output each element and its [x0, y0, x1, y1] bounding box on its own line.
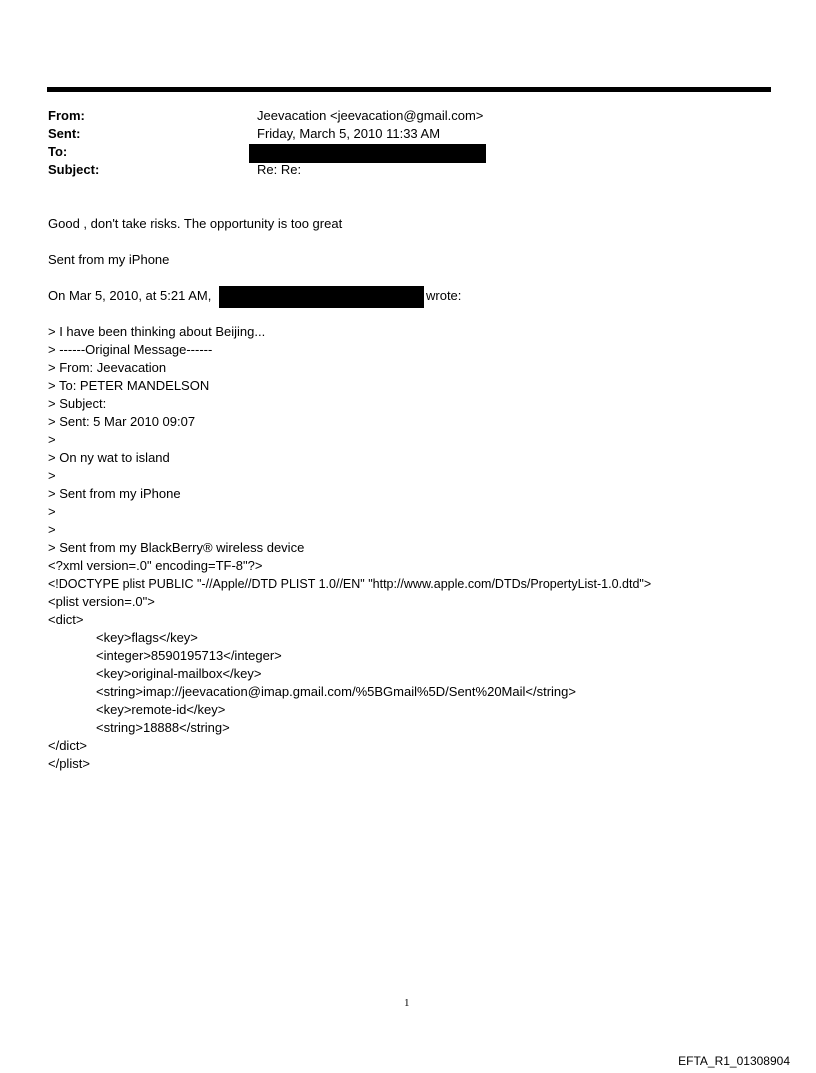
xml-line: <!DOCTYPE plist PUBLIC "-//Apple//DTD PLIST 1.0//EN" "http://www.apple.com/DTDs/PropertyList-1.0.dtd">	[48, 577, 652, 591]
from-label: From:	[48, 108, 85, 123]
quoted-line: > Sent from my iPhone	[48, 486, 181, 501]
quoted-line: > On ny wat to island	[48, 450, 170, 465]
sender-redaction	[219, 286, 424, 308]
xml-line: <integer>8590195713</integer>	[96, 648, 282, 663]
reply-intro-prefix: On Mar 5, 2010, at 5:21 AM,	[48, 288, 212, 303]
xml-line: <key>remote-id</key>	[96, 702, 226, 717]
header-rule	[47, 87, 771, 92]
quoted-line: >	[48, 432, 56, 447]
quoted-line: > I have been thinking about Beijing...	[48, 324, 266, 339]
xml-line: <dict>	[48, 612, 84, 627]
xml-line: <plist version=.0">	[48, 594, 155, 609]
subject-label: Subject:	[48, 162, 100, 177]
xml-line: <string>imap://jeevacation@imap.gmail.com/%5BGmail%5D/Sent%20Mail</string>	[96, 684, 576, 699]
sent-value: Friday, March 5, 2010 11:33 AM	[257, 126, 441, 141]
from-value: Jeevacation <jeevacation@gmail.com>	[257, 108, 484, 123]
page-number: 1	[404, 997, 410, 1009]
to-label: To:	[48, 144, 68, 159]
quoted-line: >	[48, 522, 56, 537]
xml-line: <key>flags</key>	[96, 630, 198, 645]
subject-value: Re: Re:	[257, 162, 302, 177]
quoted-line: > Sent from my BlackBerry® wireless device	[48, 540, 305, 555]
xml-line: <?xml version=.0" encoding=TF-8"?>	[48, 558, 263, 573]
quoted-line: >	[48, 504, 56, 519]
reply-intro-suffix: wrote:	[426, 288, 462, 303]
xml-line: <key>original-mailbox</key>	[96, 666, 262, 681]
xml-line: <string>18888</string>	[96, 720, 230, 735]
bates-number: EFTA_R1_01308904	[678, 1054, 790, 1068]
xml-line: </plist>	[48, 756, 90, 771]
quoted-line: >	[48, 468, 56, 483]
signature-text: Sent from my iPhone	[48, 252, 170, 267]
sent-label: Sent:	[48, 126, 81, 141]
quoted-line: > Subject:	[48, 396, 107, 411]
quoted-line: > From: Jeevacation	[48, 360, 167, 375]
quoted-line: > ------Original Message------	[48, 342, 213, 357]
message-text: Good , don't take risks. The opportunity is too great	[48, 216, 343, 231]
quoted-line: > Sent: 5 Mar 2010 09:07	[48, 414, 196, 429]
xml-line: </dict>	[48, 738, 88, 753]
quoted-line: > To: PETER MANDELSON	[48, 378, 210, 393]
